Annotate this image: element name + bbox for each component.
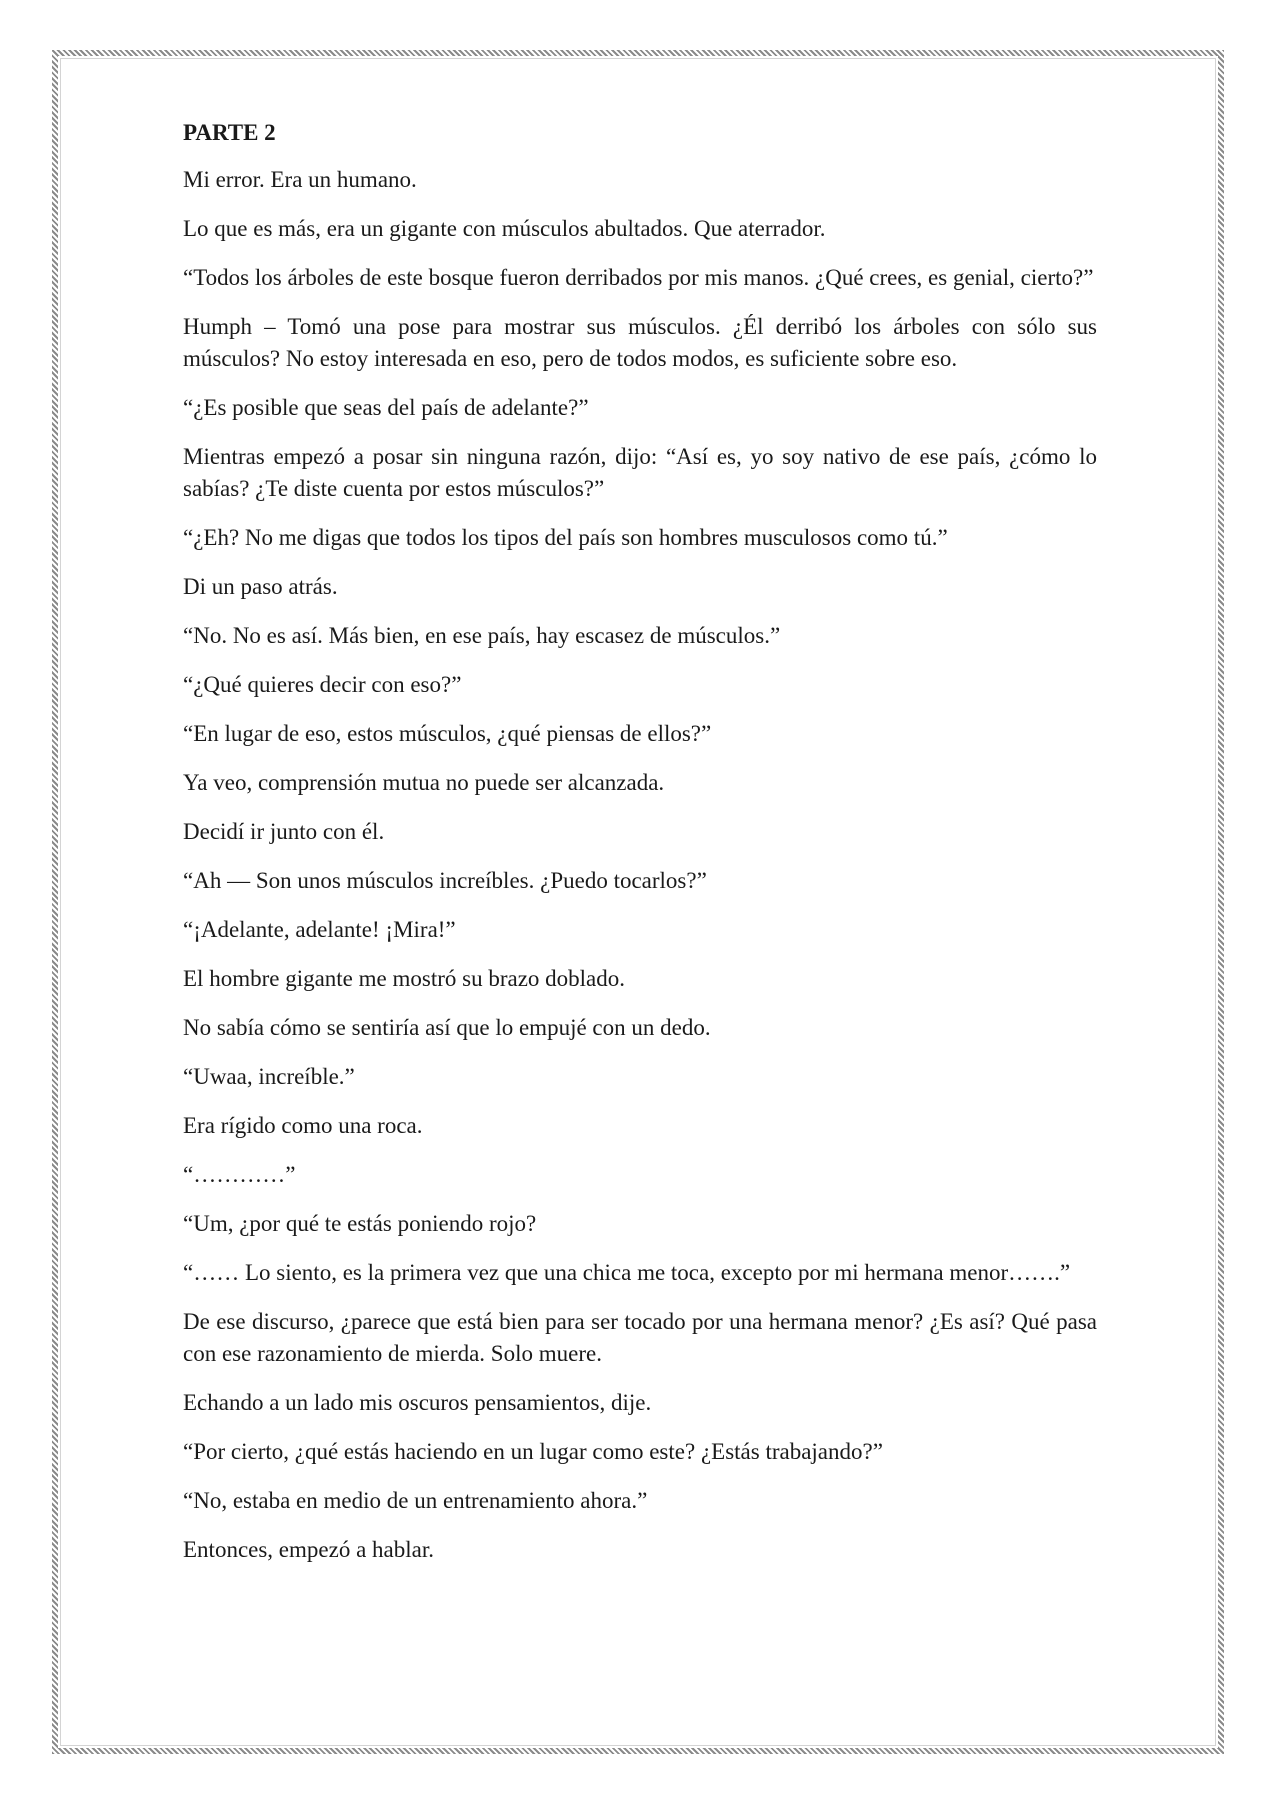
paragraph: “Todos los árboles de este bosque fueron derribados por mis manos. ¿Qué crees, es genial, cierto?” (183, 265, 1094, 290)
paragraph: “…… Lo siento, es la primera vez que una chica me toca, excepto por mi hermana menor…….” (183, 1260, 1071, 1285)
section-heading: PARTE 2 (183, 120, 276, 145)
paragraph: Ya veo, comprensión mutua no puede ser alcanzada. (183, 770, 665, 795)
paragraph: “…………” (183, 1162, 296, 1187)
paragraph: “Um, ¿por qué te estás poniendo rojo? (183, 1211, 537, 1236)
paragraph: “¿Qué quieres decir con eso?” (183, 672, 462, 697)
paragraph: “¡Adelante, adelante! ¡Mira!” (183, 917, 456, 942)
document-body (183, 118, 1097, 1583)
paragraph: “Ah — Son unos músculos increíbles. ¿Puedo tocarlos?” (183, 868, 707, 893)
paragraph: De ese discurso, ¿parece que está bien para ser tocado por una hermana menor? ¿Es así? Qué pasa con ese razonamiento de mierda. Solo muere. (183, 1309, 1097, 1366)
paragraph: “No, estaba en medio de un entrenamiento ahora.” (183, 1488, 648, 1513)
paragraph: El hombre gigante me mostró su brazo doblado. (183, 966, 626, 991)
paragraph: “Uwaa, increíble.” (183, 1064, 355, 1089)
paragraph: Di un paso atrás. (183, 574, 338, 599)
paragraph: Mientras empezó a posar sin ninguna razón, dijo: “Así es, yo soy nativo de ese país, ¿cómo lo sabías? ¿Te diste cuenta por estos músculos?” (183, 444, 1097, 501)
paragraph: Humph – Tomó una pose para mostrar sus músculos. ¿Él derribó los árboles con sólo sus músculos? No estoy interesada en eso, pero de todos modos, es suficiente sobre eso. (183, 314, 1097, 371)
paragraph: “¿Eh? No me digas que todos los tipos del país son hombres musculosos como tú.” (183, 525, 948, 550)
paragraph: “No. No es así. Más bien, en ese país, hay escasez de músculos.” (183, 623, 781, 648)
paragraph: No sabía cómo se sentiría así que lo empujé con un dedo. (183, 1015, 711, 1040)
paragraph: “En lugar de eso, estos músculos, ¿qué piensas de ellos?” (183, 721, 712, 746)
paragraph: Decidí ir junto con él. (183, 819, 385, 844)
paragraph: “Por cierto, ¿qué estás haciendo en un lugar como este? ¿Estás trabajando?” (183, 1439, 883, 1464)
paragraph: Lo que es más, era un gigante con músculos abultados. Que aterrador. (183, 216, 826, 241)
paragraph: Mi error. Era un humano. (183, 167, 417, 192)
paragraph: Echando a un lado mis oscuros pensamientos, dije. (183, 1390, 652, 1415)
paragraph: Entonces, empezó a hablar. (183, 1537, 434, 1562)
paragraph: “¿Es posible que seas del país de adelante?” (183, 395, 589, 420)
paragraph: Era rígido como una roca. (183, 1113, 423, 1138)
